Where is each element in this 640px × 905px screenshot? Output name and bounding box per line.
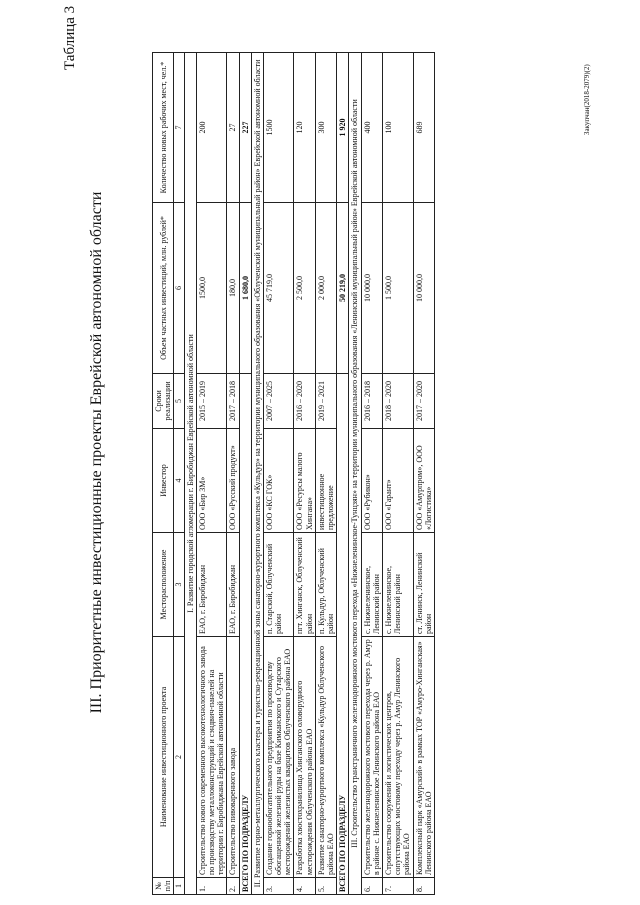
project-investor: инвестиционное предложение [315,429,336,533]
total-jobs: 227 [239,53,251,203]
project-investor: ООО «Русский продукт» [227,429,239,533]
project-jobs: 400 [361,53,382,203]
project-volume: 10 000,0 [361,203,382,374]
project-location: с. Нижнеленинское, Ленинский район [382,533,413,637]
column-number: 2 [174,637,184,878]
projects-table [152,52,435,895]
row-num: 4. [294,878,315,895]
project-investor: ООО «Гарант» [382,429,413,533]
project-name: Развитие санаторно-курортного комплекса «Кульдур Облученского района ЕАО [315,637,336,878]
project-location: пгт. Хинганск, Облученский район [294,533,315,637]
project-jobs: 300 [315,53,336,203]
project-period: 2017 – 2020 [413,374,434,429]
project-volume: 180,0 [227,203,239,374]
column-number: 6 [174,203,184,374]
table-row [196,53,227,895]
column-number: 1 [174,878,184,895]
project-name: Разработка хвостохранилища Хинганского оловорудного месторождения Облученского района ЕАО [294,637,315,878]
project-volume: 10 000,0 [413,203,434,374]
table-caption: Таблица 3 [62,5,78,70]
total-label: ВСЕГО ПО ПОДРАЗДЕЛУ [337,374,349,895]
total-volume: 1 680,0 [239,203,251,374]
header-row [153,53,174,895]
total-volume: 50 219,0 [337,203,349,374]
section-total-row [239,53,251,895]
project-jobs: 689 [413,53,434,203]
table-row [263,53,294,895]
column-number: 4 [174,429,184,533]
project-jobs: 1500 [263,53,294,203]
header-investor: Инвестор [153,429,174,533]
project-investor: ООО «Бир ЗМ» [196,429,227,533]
project-name: Создание горнообогатительного предприятия по производству обогащенной железной руды на базе Кимканского и Сутарского месторождений железистых кварцитов Облученского района ЕАО [263,637,294,878]
row-num: 8. [413,878,434,895]
section-title-row [251,53,263,895]
project-location: ЕАО, г. Биробиджан [227,533,239,637]
table-row [294,53,315,895]
project-volume: 1500,0 [196,203,227,374]
project-jobs: 100 [382,53,413,203]
project-investor: ООО «Рубикон» [361,429,382,533]
project-volume: 45 719,0 [263,203,294,374]
table-row [413,53,434,895]
total-label: ВСЕГО ПО ПОДРАЗДЕЛУ [239,374,251,895]
column-number-row [174,53,184,895]
project-name: Строительство железнодорожного мостового перехода через р. Амур в районе с. Нижнеленинское Ленинского района ЕАО [361,637,382,878]
section-title: II. Развитие горно-металлургического кластера и туристско-рекреационной зоны санаторно-курортного комплекса «Кульдур» на территории муниципального образования «Облученский муниципальный район» Еврейской автономной области [251,53,263,895]
table-row [315,53,336,895]
section-title-row [349,53,361,895]
section-total-row [337,53,349,895]
row-num: 3. [263,878,294,895]
project-volume: 2 000,0 [315,203,336,374]
project-location: п. Старский, Облученский район [263,533,294,637]
table-row [227,53,239,895]
project-investor: ООО «КС ГОК» [263,429,294,533]
row-num: 1. [196,878,227,895]
project-jobs: 200 [196,53,227,203]
column-number: 7 [174,53,184,203]
header-num: № п/п [153,878,174,895]
column-number: 5 [174,374,184,429]
section-title: III. Строительство трансграничного железнодорожного мостового перехода «Нижнеленинское-Тунцзян» на территории муниципального образования «Ленинский муниципальный район» Еврейской автономной области [349,53,361,895]
row-num: 6. [361,878,382,895]
column-number: 3 [174,533,184,637]
project-name: Строительство сооружений и логистических центров, сопутствующих мостовому переходу через р. Амур Ленинского района ЕАО [382,637,413,878]
project-period: 2007 – 2025 [263,374,294,429]
project-location: с. Нижнеленинское, Ленинский район [361,533,382,637]
total-jobs: 1 920 [337,53,349,203]
section-title: I. Развитие городской агломерации г. Биробиджан Еврейской автономной области [184,53,196,895]
project-name: Строительство нового современного высокотехнологичного завода по производству металлоконструкций и сэндвич-панелей на территории г. Биробиджана Еврейской автономной области [196,637,227,878]
page-title: III. Приоритетные инвестиционные проекты Еврейской автономной области [88,191,105,714]
project-period: 2019 – 2021 [315,374,336,429]
header-location: Месторасположение [153,533,174,637]
project-volume: 2 500,0 [294,203,315,374]
project-period: 2018 – 2020 [382,374,413,429]
project-jobs: 27 [227,53,239,203]
project-period: 2017 – 2018 [227,374,239,429]
project-period: 2016 – 2018 [361,374,382,429]
project-location: ЕАО, г. Биробиджан [196,533,227,637]
row-num: 2. [227,878,239,895]
row-num: 5. [315,878,336,895]
table-row [361,53,382,895]
project-name: Комплексный парк «Амурский» в рамках ТОР «Амуро-Хинганская» Ленинского района ЕАО [413,637,434,878]
row-num: 7. [382,878,413,895]
header-volume: Объем частных инвестиций, млн. рублей* [153,203,174,374]
project-location: п. Кульдур, Облученский район [315,533,336,637]
header-name: Наименование инвестиционного проекта [153,637,174,878]
project-investor: ООО «Амурпром», ООО «Логистика» [413,429,434,533]
project-volume: 1 500,0 [382,203,413,374]
table-row [382,53,413,895]
footer-code: Закупчан(2018-2079)(2) [583,64,591,135]
section-title-row [184,53,196,895]
project-period: 2016 – 2020 [294,374,315,429]
project-location: ст. Ленинск, Ленинский район [413,533,434,637]
project-period: 2015 – 2019 [196,374,227,429]
header-period: Сроки реализации [153,374,174,429]
project-investor: ООО «Ресурсы малого Хингана» [294,429,315,533]
project-jobs: 120 [294,53,315,203]
project-name: Строительство пивоваренного завода [227,637,239,878]
header-jobs: Количество новых рабочих мест, чел.* [153,53,174,203]
